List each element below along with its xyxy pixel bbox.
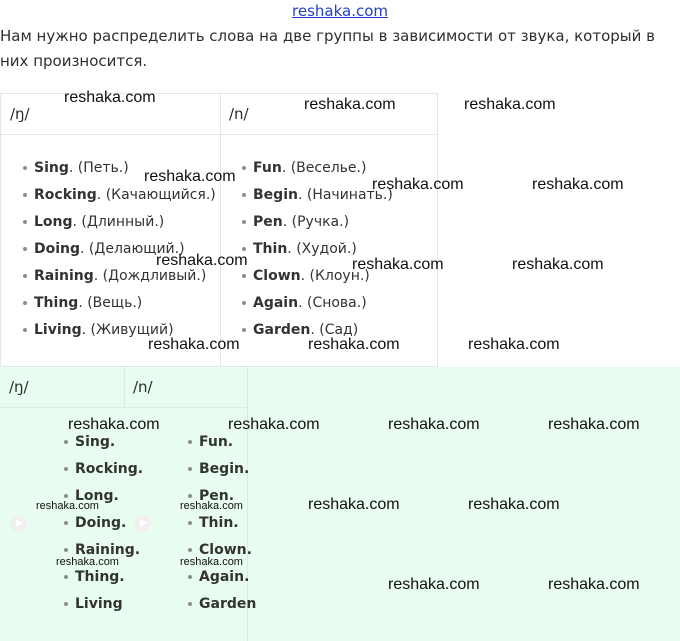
list-item: Clown. (Клоун.): [242, 266, 393, 293]
watermark: reshaka.com: [56, 556, 119, 568]
list-item: Raining. (Дождливый.): [23, 266, 216, 293]
watermark: reshaka.com: [148, 336, 240, 353]
list-item: Fun. (Веселье.): [242, 158, 393, 185]
play-audio-icon[interactable]: [10, 515, 27, 532]
watermark: reshaka.com: [144, 168, 236, 185]
watermark: reshaka.com: [36, 500, 99, 512]
watermark: reshaka.com: [156, 252, 248, 269]
list-item: Sing. (Петь.): [23, 158, 216, 185]
header-eng-sound: /ŋ/: [1, 94, 220, 135]
list-item: Thing.: [64, 567, 143, 594]
list-item: Sing.: [64, 432, 143, 459]
watermark: reshaka.com: [308, 496, 400, 513]
watermark: reshaka.com: [180, 500, 243, 512]
list-item: Again. (Снова.): [242, 293, 393, 320]
column-divider: [124, 367, 125, 408]
list-item: Fun.: [188, 432, 256, 459]
list-item: Thin. (Худой.): [242, 239, 393, 266]
n-word-list: [242, 158, 393, 347]
eng-word-list: [64, 432, 143, 621]
watermark: reshaka.com: [308, 336, 400, 353]
list-item: Pen. (Ручка.): [242, 212, 393, 239]
list-item: Again.: [188, 567, 256, 594]
list-item: Pen.: [188, 486, 256, 513]
list-item: Doing. (Делающий.): [23, 239, 216, 266]
list-item: Doing.: [64, 513, 143, 540]
list-item: Thin.: [188, 513, 256, 540]
list-item: Long. (Длинный.): [23, 212, 216, 239]
header-n-sound: /n/: [124, 367, 247, 408]
list-item: Rocking.: [64, 459, 143, 486]
watermark: reshaka.com: [468, 336, 560, 353]
header-eng-sound: /ŋ/: [0, 367, 124, 408]
list-item: Thing. (Вещь.): [23, 293, 216, 320]
intro-text: Нам нужно распределить слова на две группы в зависимости от звука, который в них произносится.: [0, 27, 655, 70]
header-n-sound: /n/: [220, 94, 437, 135]
watermark: reshaka.com: [388, 576, 480, 593]
list-item: Rocking. (Качающийся.): [23, 185, 216, 212]
list-item: Clown.: [188, 540, 256, 567]
watermark: reshaka.com: [464, 96, 556, 113]
watermark: reshaka.com: [304, 96, 396, 113]
sounds-table: [0, 93, 438, 367]
watermark: reshaka.com: [64, 89, 156, 106]
column-divider: [220, 94, 221, 366]
watermark: reshaka.com: [388, 416, 480, 433]
watermark: reshaka.com: [548, 416, 640, 433]
list-item: Garden. (Сад): [242, 320, 393, 347]
list-item: Living: [64, 594, 143, 621]
watermark: reshaka.com: [372, 176, 464, 193]
watermark: reshaka.com: [532, 176, 624, 193]
watermark: reshaka.com: [228, 416, 320, 433]
list-item: Living. (Живущий): [23, 320, 216, 347]
site-header-link[interactable]: reshaka.com: [292, 2, 388, 20]
list-item: Garden: [188, 594, 256, 621]
watermark: reshaka.com: [352, 256, 444, 273]
list-item: Begin.: [188, 459, 256, 486]
list-item: Long.: [64, 486, 143, 513]
list-item: Begin. (Начинать.): [242, 185, 393, 212]
watermark: reshaka.com: [512, 256, 604, 273]
list-item: Raining.: [64, 540, 143, 567]
watermark: reshaka.com: [180, 556, 243, 568]
n-word-list: [188, 432, 256, 621]
watermark: reshaka.com: [468, 496, 560, 513]
watermark: reshaka.com: [68, 416, 160, 433]
watermark: reshaka.com: [548, 576, 640, 593]
